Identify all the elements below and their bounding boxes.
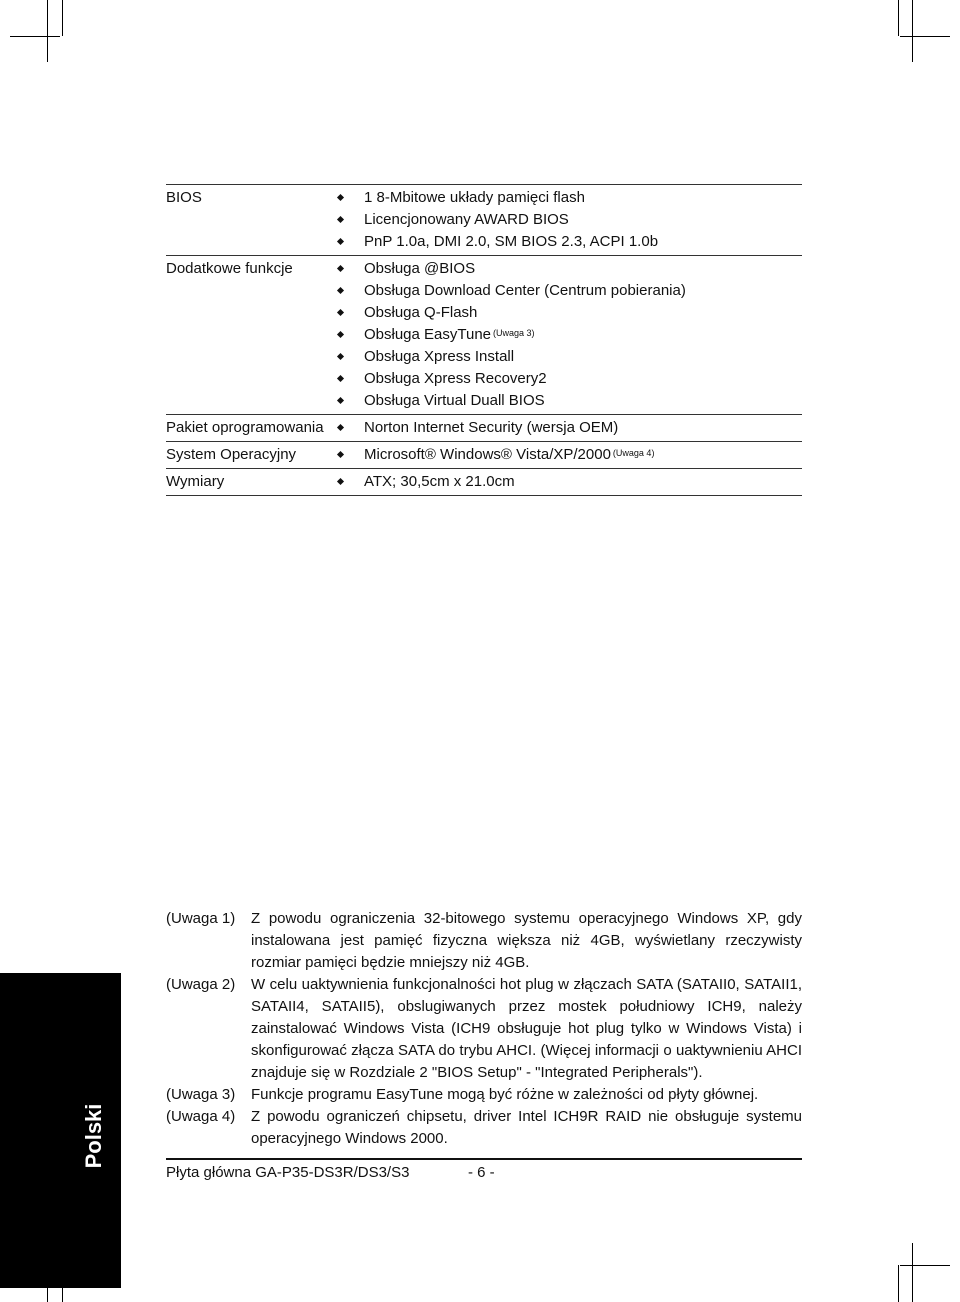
spec-item: Obsługa Virtual Duall BIOS xyxy=(336,390,802,412)
spec-row-bios xyxy=(166,184,802,255)
diamond-bullet-icon xyxy=(337,194,344,201)
crop-mark xyxy=(900,1265,950,1266)
spec-item: 1 8-Mbitowe układy pamięci flash xyxy=(336,187,802,209)
spec-item: Obsługa EasyTune $^{(Uwaga 3)}$ xyxy=(336,324,802,346)
diamond-bullet-icon xyxy=(337,478,344,485)
note-reference: (Uwaga 3) xyxy=(493,328,535,338)
diamond-bullet-icon xyxy=(337,375,344,382)
spec-item: Obsługa Xpress Install xyxy=(336,346,802,368)
crop-mark xyxy=(47,0,48,62)
spec-item: Obsługa Q-Flash xyxy=(336,302,802,324)
note-text: Z powodu ograniczeń chipsetu, driver Intel ICH9R RAID nie obsługuje systemu operacyjnego Windows 2000. xyxy=(251,1108,802,1147)
spec-label: Wymiary xyxy=(166,473,225,490)
note-label: (Uwaga 1) xyxy=(166,910,236,927)
diamond-bullet-icon xyxy=(337,309,344,316)
spec-item: Microsoft® Windows® Vista/XP/2000 $^{(Uwaga 4)}$ xyxy=(336,444,802,466)
note-label: (Uwaga 3) xyxy=(166,1086,236,1103)
page-footer xyxy=(166,1158,802,1181)
note-item xyxy=(166,974,802,1084)
notes-section xyxy=(166,908,802,1150)
note-label: (Uwaga 2) xyxy=(166,976,236,993)
spec-item: PnP 1.0a, DMI 2.0, SM BIOS 2.3, ACPI 1.0b xyxy=(336,231,802,253)
language-label: Polski xyxy=(81,1103,106,1169)
spec-item: Obsługa Xpress Recovery2 xyxy=(336,368,802,390)
spec-label: Dodatkowe funkcje xyxy=(166,260,293,277)
spec-label: BIOS xyxy=(166,189,202,206)
note-text: Z powodu ograniczenia 32-bitowego systemu operacyjnego Windows XP, gdy instalowana jest pamięć fizyczna większa niż 4GB, wyświetlany rzeczywisty rozmiar pamięci będzie mniejszy niż 4GB. xyxy=(251,910,802,971)
page-number: - 6 - xyxy=(468,1164,495,1181)
spec-item: Licencjonowany AWARD BIOS xyxy=(336,209,802,231)
spec-item: Norton Internet Security (wersja OEM) xyxy=(336,417,802,439)
spec-label: System Operacyjny xyxy=(166,446,297,463)
spec-row-os xyxy=(166,441,802,468)
crop-mark xyxy=(900,36,950,37)
spec-item: ATX; 30,5cm x 21.0cm xyxy=(336,471,802,493)
spec-item: Obsługa Download Center (Centrum pobierania) xyxy=(336,280,802,302)
spec-row-dimensions xyxy=(166,468,802,496)
diamond-bullet-icon xyxy=(337,216,344,223)
note-text: W celu uaktywnienia funkcjonalności hot plug w złączach SATA (SATAII0, SATAII1, SATAII4, SATAII5), obslugiwanych przez mostek południowy ICH9, należy zainstalować Windows Vista (ICH9 obsługuje hot plug tylko w Windows Vista) i skonfigurować złącza SATA do trybu AHCI. (Więcej informacji o uaktywnieniu AHCI znajduje się w Rozdziale 2 "BIOS Setup" - "Integrated Peripherals"). xyxy=(251,976,802,1081)
diamond-bullet-icon xyxy=(337,265,344,272)
spec-table xyxy=(166,184,802,496)
diamond-bullet-icon xyxy=(337,451,344,458)
diamond-bullet-icon xyxy=(337,397,344,404)
note-label: (Uwaga 4) xyxy=(166,1108,236,1125)
crop-mark xyxy=(912,1243,913,1302)
spec-row-software xyxy=(166,414,802,441)
crop-mark xyxy=(898,0,899,36)
note-item xyxy=(166,1106,802,1150)
crop-mark xyxy=(10,36,60,37)
diamond-bullet-icon xyxy=(337,287,344,294)
note-item xyxy=(166,908,802,974)
note-reference: (Uwaga 4) xyxy=(612,448,655,458)
diamond-bullet-icon xyxy=(337,238,344,245)
spec-item: Obsługa @BIOS xyxy=(336,258,802,280)
diamond-bullet-icon xyxy=(337,424,344,431)
footer-model: Płyta główna GA-P35-DS3R/DS3/S3 xyxy=(166,1164,410,1181)
diamond-bullet-icon xyxy=(337,331,344,338)
note-item xyxy=(166,1084,802,1106)
spec-label: Pakiet oprogramowania xyxy=(166,419,324,436)
spec-row-features xyxy=(166,255,802,414)
crop-mark xyxy=(62,0,63,36)
crop-mark xyxy=(898,1265,899,1302)
crop-mark xyxy=(912,0,913,62)
diamond-bullet-icon xyxy=(337,353,344,360)
note-text: Funkcje programu EasyTune mogą być różne w zależności od płyty głównej. xyxy=(251,1086,759,1103)
